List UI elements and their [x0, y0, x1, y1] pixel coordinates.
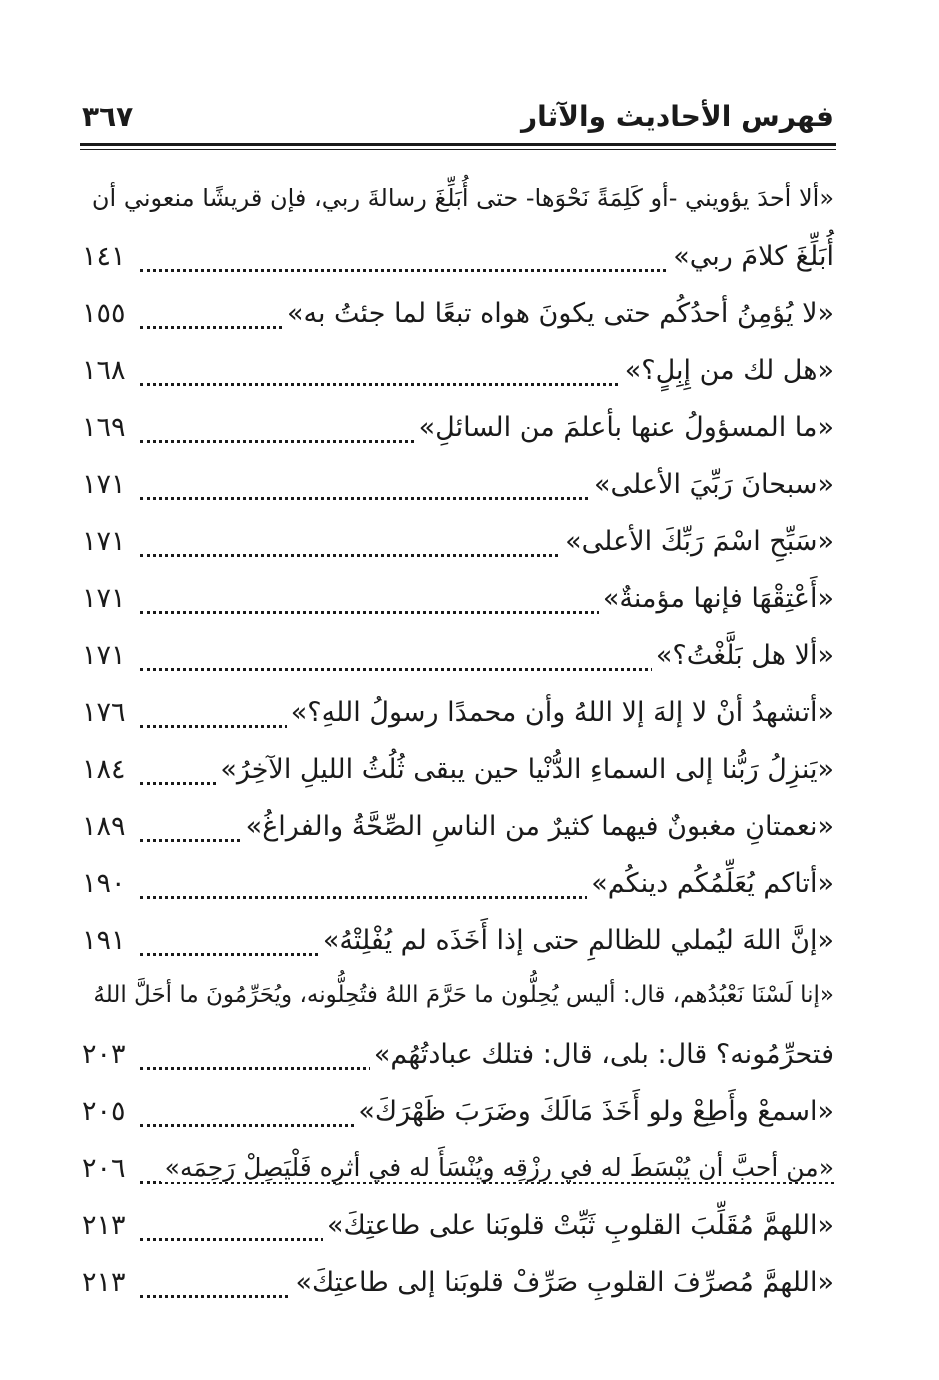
entry-page-ref: ١٩١ — [82, 925, 126, 956]
entry-text: «أتاكم يُعَلِّمُكُم دينكُم» — [587, 868, 834, 899]
entry-page-ref: ٢١٣ — [82, 1210, 126, 1241]
entry-page-ref: ٢٠٦ — [82, 1153, 126, 1184]
index-entry — [82, 862, 834, 919]
index-entry — [82, 1090, 834, 1147]
entry-text: «اسمعْ وأَطِعْ ولو أَخَذَ مَالَكَ وضَرَبَ ظَهْرَكَ» — [354, 1096, 834, 1127]
entry-page-ref: ٢٠٥ — [82, 1096, 126, 1127]
entry-line — [82, 1261, 834, 1318]
index-entry — [82, 349, 834, 406]
index-entry — [82, 748, 834, 805]
entry-text: «إنا لَسْنَا نَعْبُدُهم، قال: أليس يُحِلُّون ما حَرَّمَ اللهُ فتُحِلُّونه، ويُحَرِّمُونَ ما أحَلَّ اللهُ — [93, 982, 834, 1008]
entry-page-ref: ١٧١ — [82, 583, 126, 614]
entry-text: «ما المسؤولُ عنها بأعلمَ من السائلِ» — [415, 412, 834, 443]
entry-line — [82, 862, 834, 919]
index-entry — [82, 1204, 834, 1261]
entry-text: «اللهمَّ مُصرِّفَ القلوبِ صَرِّفْ قلوبَنا إلى طاعتِكَ» — [291, 1267, 834, 1298]
entry-line — [82, 577, 834, 634]
entry-page-ref: ١٥٥ — [82, 298, 126, 329]
entry-page-ref: ١٧٦ — [82, 697, 126, 728]
entry-line — [82, 406, 834, 463]
entry-text: «يَنزِلُ رَبُّنا إلى السماءِ الدُّنْيا حين يبقى ثُلُثُ الليلِ الآخِرُ» — [216, 754, 834, 785]
entry-line — [82, 1090, 834, 1147]
entry-text: «ألا هل بَلَّغْتُ؟» — [652, 640, 834, 671]
entry-line — [82, 520, 834, 577]
entry-text: أُبَلِّغَ كلامَ ربي» — [669, 241, 834, 272]
entry-page-ref: ٢٠٣ — [82, 1039, 126, 1070]
entry-line — [82, 349, 834, 406]
entry-text: «إنَّ اللهَ ليُملي للظالمِ حتى إذا أَخَذَه لم يُفْلِتْهُ» — [319, 925, 834, 956]
entry-text: «لا يُؤمِنُ أحدُكُم حتى يكونَ هواه تبعًا لما جئتُ به» — [283, 298, 834, 329]
entry-page-ref: ١٤١ — [82, 241, 126, 272]
entry-line — [82, 1033, 834, 1090]
entry-line — [82, 691, 834, 748]
index-entry — [82, 805, 834, 862]
entry-page-ref: ٢١٣ — [82, 1267, 126, 1298]
entry-text: «نعمتانِ مغبونٌ فيهما كثيرٌ من الناسِ الصِّحَّةُ والفراغُ» — [242, 811, 834, 842]
entry-page-ref: ١٨٤ — [82, 754, 126, 785]
entry-line — [82, 976, 834, 1033]
entry-page-ref: ١٦٩ — [82, 412, 126, 443]
entry-text: «ألا أحدَ يؤويني -أو كَلِمَةً نَحْوَها- حتى أُبَلِّغَ رسالةَ ربي، فإن قريشًا منعوني أن — [91, 184, 834, 212]
entry-line — [82, 178, 834, 235]
index-entry — [82, 577, 834, 634]
index-entry — [82, 1147, 834, 1204]
entry-text: «هل لك من إِبِلٍ؟» — [621, 355, 834, 386]
entry-text: «اللهمَّ مُقَلِّبَ القلوبِ ثَبِّتْ قلوبَنا على طاعتِكَ» — [323, 1210, 834, 1241]
entry-page-ref: ١٦٨ — [82, 355, 126, 386]
index-entry — [82, 634, 834, 691]
entry-page-ref: ١٩٠ — [82, 868, 126, 899]
index-entries — [82, 178, 834, 1318]
page-number: ٣٦٧ — [82, 100, 134, 133]
entry-page-ref: ١٨٩ — [82, 811, 126, 842]
entry-text: «من أحبَّ أن يُبْسَطَ له في رزْقِه ويُنْسَأَ له في أثرِه فَلْيَصِلْ رَحِمَه» — [161, 1153, 834, 1182]
index-entry — [82, 691, 834, 748]
running-title: فهرس الأحاديث والآثار — [520, 100, 834, 133]
entry-line — [82, 919, 834, 976]
entry-line — [82, 1204, 834, 1261]
entry-text: «أتشهدُ أنْ لا إلهَ إلا اللهُ وأن محمدًا رسولُ اللهِ؟» — [287, 697, 834, 728]
index-entry — [82, 292, 834, 349]
entry-page-ref: ١٧١ — [82, 526, 126, 557]
entry-page-ref: ١٧١ — [82, 640, 126, 671]
entry-text: «أَعْتِقْهَا فإنها مؤمنةٌ» — [599, 583, 834, 614]
entry-line — [82, 748, 834, 805]
index-entry — [82, 178, 834, 292]
header-rule-thick — [80, 143, 836, 146]
header-rule-thin — [80, 149, 836, 150]
index-entry — [82, 520, 834, 577]
entry-text: «سبحانَ رَبِّيَ الأعلى» — [590, 469, 834, 500]
index-entry — [82, 463, 834, 520]
entry-line — [82, 235, 834, 292]
entry-page-ref: ١٧١ — [82, 469, 126, 500]
index-entry — [82, 406, 834, 463]
index-entry — [82, 919, 834, 976]
entry-line — [82, 463, 834, 520]
page-header — [82, 100, 834, 142]
entry-line — [82, 634, 834, 691]
entry-line — [82, 1147, 834, 1204]
entry-line — [82, 292, 834, 349]
entry-line — [82, 805, 834, 862]
entry-text: «سَبِّحِ اسْمَ رَبِّكَ الأعلى» — [561, 526, 834, 557]
index-entry — [82, 1261, 834, 1318]
index-entry — [82, 976, 834, 1090]
entry-text: فتحرِّمُونه؟ قال: بلى، قال: فتلك عبادتُهُم» — [370, 1039, 834, 1070]
